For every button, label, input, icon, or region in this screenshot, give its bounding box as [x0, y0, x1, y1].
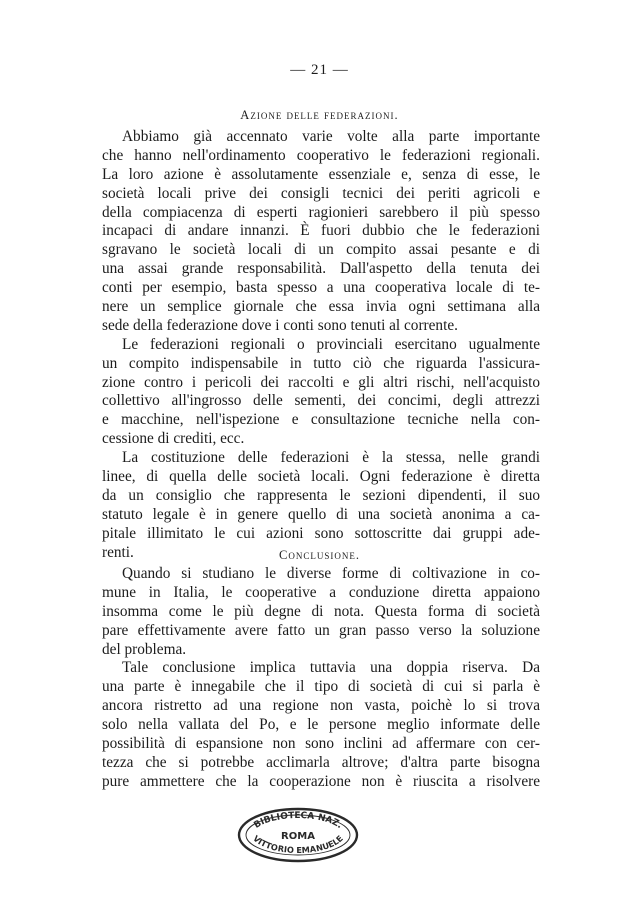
text-line: cessione di crediti, ecc. — [102, 430, 245, 448]
text-line: Tale conclusione implica tuttavia una doppia riserva. Da — [122, 659, 540, 677]
text-line: pitale illimitato le cui azioni sono sottoscritte dai gruppi ade- — [102, 524, 540, 542]
stamp-text-center: ROMA — [281, 831, 315, 842]
text-line: statuto legale è in genere quello di una società anonima a ca- — [102, 505, 540, 523]
text-line: sede della federazione dove i conti sono tenuti al corrente. — [102, 316, 458, 334]
text-line: Quando si studiano le diverse forme di coltivazione in co- — [122, 565, 540, 582]
text-line: pure ammettere che la cooperazione non è riuscita a risolvere — [102, 772, 540, 790]
text-line: del problema. — [102, 640, 187, 658]
library-stamp — [236, 806, 360, 864]
stamp-text-bottom: VITTORIO EMANUELE — [251, 833, 345, 856]
text-line: conti per esempio, basta spesso a una cooperativa locale di te- — [102, 279, 540, 297]
text-line: zione contro i pericoli dei raccolti e gli altri rischi, nell'acquisto — [102, 373, 540, 391]
text-line: una assai grande responsabilità. Dall'aspetto della tenuta dei — [102, 260, 540, 278]
section-heading-federazioni: Azione delle federazioni. — [240, 108, 399, 122]
text-line: linee, di quella delle società locali. Ogni federazione è diretta — [102, 468, 540, 486]
text-line: una parte è innegabile che il tipo di società di cui si parla è — [102, 678, 540, 696]
text-line: La costituzione delle federazioni è la stessa, nelle grandi — [122, 449, 540, 467]
section-heading-conclusione: Conclusione. — [279, 548, 360, 562]
text-line: mune in Italia, le cooperative a conduzione diretta appaiono — [102, 583, 540, 601]
text-line: nere un semplice giornale che essa invia ogni settimana alla — [102, 298, 540, 316]
text-line: renti. — [102, 543, 134, 561]
text-line: Le federazioni regionali o provinciali esercitano ugualmente — [122, 335, 540, 353]
stamp-text-top: BIBLIOTECA NAZ. — [252, 810, 345, 831]
text-line: società locali prive dei consigli tecnici dei periti agricoli e — [102, 184, 540, 202]
text-line: insomma come le più degne di nota. Questa forma di società — [102, 602, 540, 620]
text-line: da un consiglio che rappresenta le sezioni dipendenti, il suo — [102, 486, 540, 504]
text-line: collettivo all'ingrosso delle sementi, dei concimi, degli attrezzi — [102, 392, 540, 410]
text-line: un compito indispensabile in tutto ciò che riguarda l'assicura- — [102, 354, 540, 372]
text-line: della compiacenza di esperti ragionieri sarebbero il più spesso — [102, 203, 540, 221]
text-line: La loro azione è assolutamente essenziale e, senza di esse, le — [102, 165, 540, 183]
section-body-conclusione — [102, 565, 540, 792]
text-line: solo nella vallata del Po, e le persone meglio informate delle — [102, 716, 540, 734]
text-line: sgravano le società locali di un compito assai pesante e di — [102, 241, 540, 259]
text-line: ancora ristretto ad una regione non vasta, poichè lo si trova — [102, 697, 540, 715]
text-line: pare effettivamente avere fatto un gran passo verso la soluzione — [102, 621, 540, 639]
page-number: — 21 — — [290, 62, 349, 78]
text-line: incapaci di andare innanzi. È fuori dubbio che le federazioni — [102, 222, 540, 240]
text-line: Abbiamo già accennato varie volte alla parte importante — [122, 128, 540, 145]
text-line: che hanno nell'ordinamento cooperativo le federazioni regionali. — [102, 146, 540, 164]
text-line: e macchine, nell'ispezione e consultazione tecniche nella con- — [102, 411, 540, 429]
section-body-federazioni — [102, 128, 540, 562]
text-line: tezza che si potrebbe acclimarla altrove; d'altra parte bisogna — [102, 753, 540, 771]
text-line: possibilità di espansione non sono inclini ad affermare con cer- — [102, 735, 540, 753]
